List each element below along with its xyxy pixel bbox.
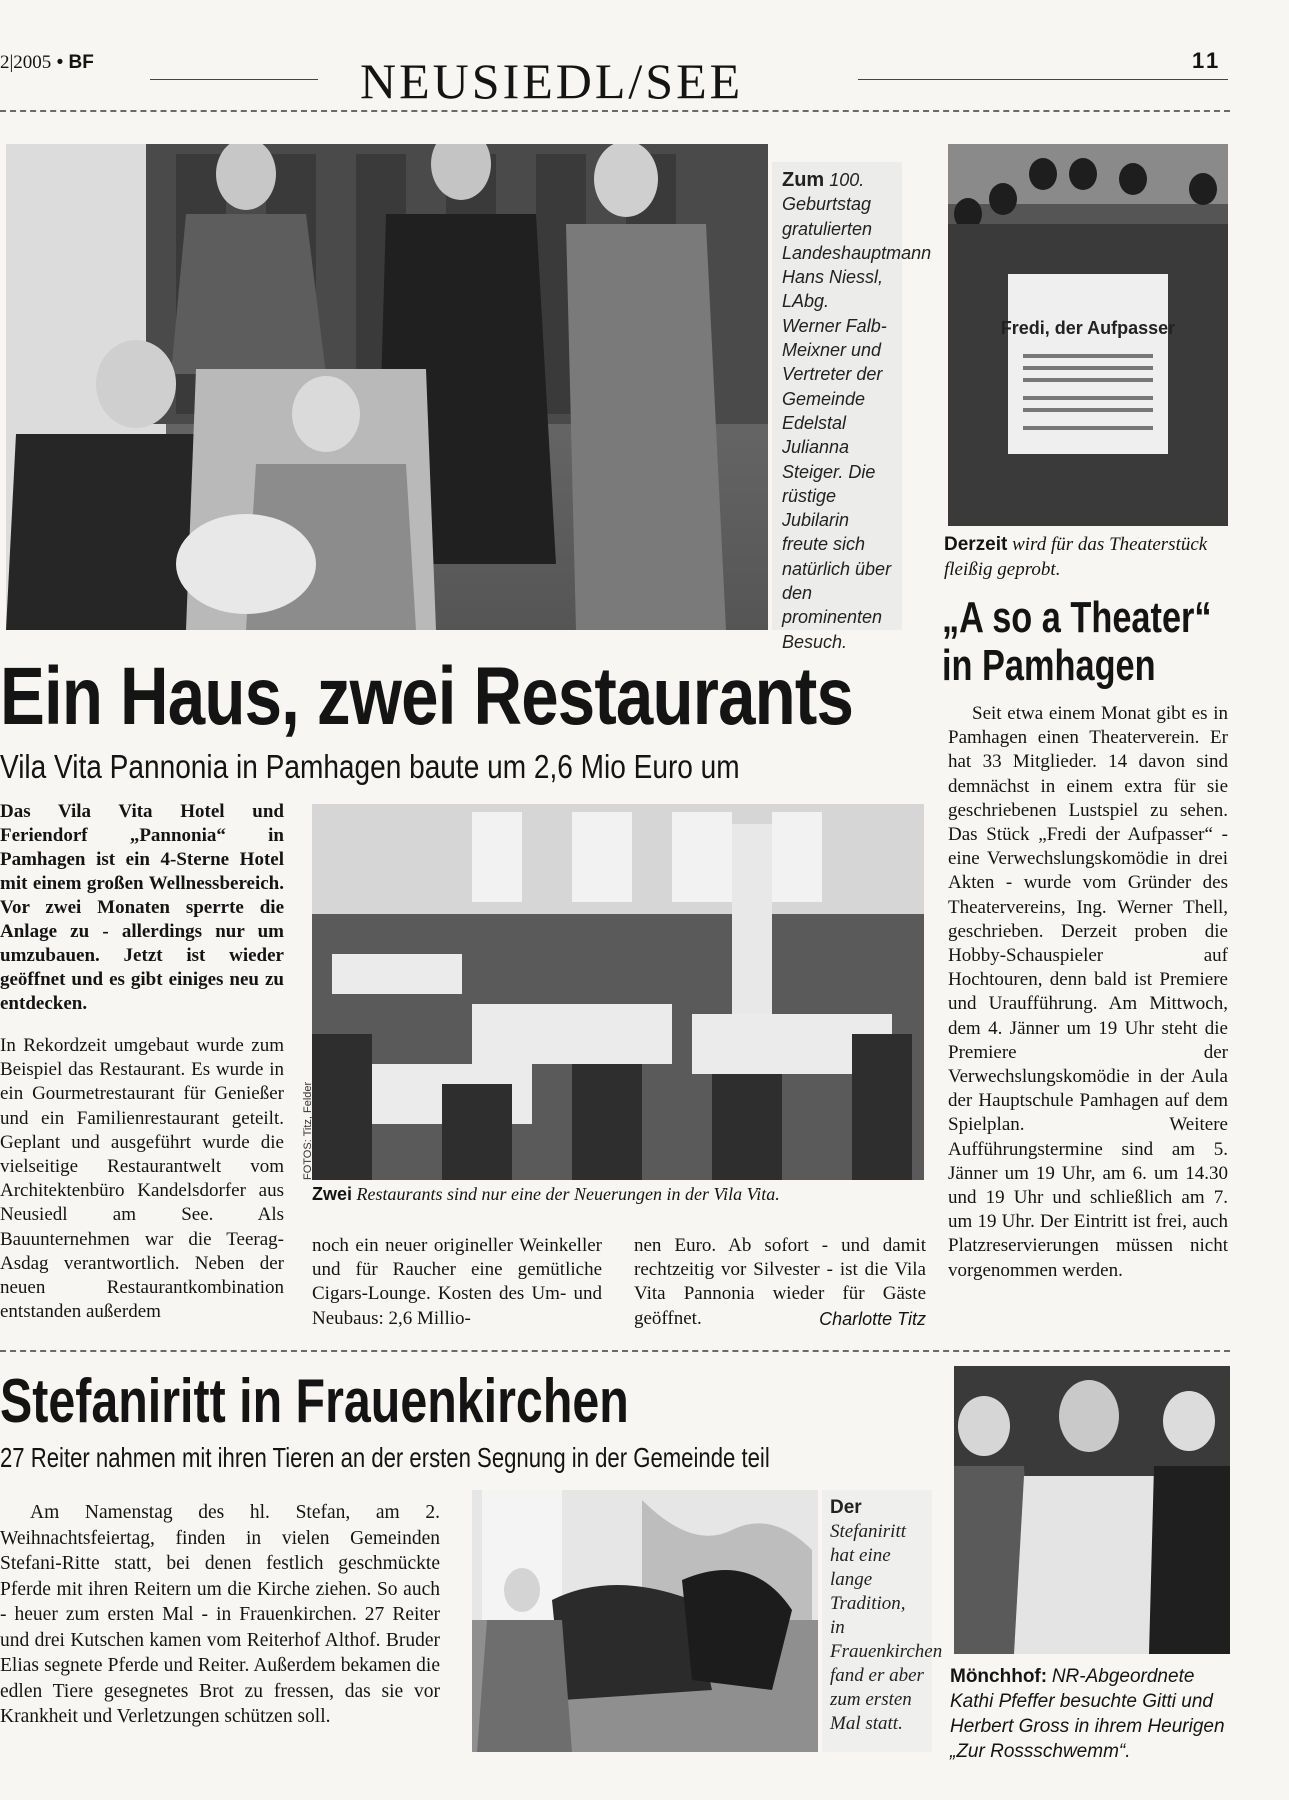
stefani-caption-text: Stefaniritt hat eine lange Tradition, in Frauenkirchen fand er aber zum ersten Mal statt. — [830, 1521, 943, 1734]
section-divider — [0, 1350, 1230, 1352]
restaurant-caption — [312, 1184, 932, 1205]
main-headline: Ein Haus, zwei Restaurants — [0, 651, 854, 742]
theater-headline-line1: „A so a Theater“ — [942, 593, 1212, 642]
restaurant-photo — [312, 804, 924, 1180]
publication-name: BF — [68, 52, 94, 73]
birthday-caption-lead: Zum — [782, 169, 825, 191]
moenchhof-caption-text: NR-Abgeordnete Kathi Pfeffer besuchte Gitti und Herbert Gross in ihrem Heurigen „Zur Rossschwemm“. — [950, 1666, 1225, 1762]
birthday-photo — [6, 144, 768, 630]
theater-photo-caption — [944, 532, 1234, 582]
header-rule-left — [150, 79, 318, 80]
separator-dot: • — [56, 52, 69, 73]
restaurant-caption-lead: Zwei — [312, 1184, 353, 1204]
theater-caption-lead: Derzeit — [944, 534, 1008, 555]
section-title: NEUSIEDL/SEE — [360, 53, 744, 109]
birthday-photo-illustration — [6, 144, 768, 630]
stefani-body: Am Namenstag des hl. Stefan, am 2. Weihnachtsfeiertag, finden in vielen Gemeinden Stefani-Ritte statt, bei denen festlich geschmückte Pferde mit ihren Reitern um die Kirche ziehen. So auch - heuer zum ersten Mal - in Frauenkirchen. 27 Reiter und drei Kutschen kamen vom Reiterhof Althof. Bruder Elias segnete Pferde und Reiter. Außerdem bekamen die edlen Tiere gesegnetes Brot zu fressen, das sie vor Krankheit und Verletzungen schützen soll. — [0, 1502, 440, 1727]
stefani-photo-illustration — [472, 1490, 818, 1752]
main-author: Charlotte Titz — [819, 1308, 926, 1329]
birthday-caption-text: 100. Geburtstag gratulierten Landeshauptmann Hans Niessl, LAbg. Werner Falb-Meixner und Vertreter der Gemeinde Edelstal Julianna Steiger. Die rüstige Jubilarin freute sich natürlich über den prominenten Besuch. — [782, 170, 932, 652]
poster-title: Fredi, der Aufpasser — [1000, 318, 1176, 338]
theater-caption-text: wird für das Theaterstück fleißig geprobt. — [944, 534, 1208, 580]
header-rule-right — [858, 79, 1228, 80]
stefani-photo — [472, 1490, 818, 1752]
restaurant-photo-illustration — [312, 804, 924, 1180]
stefani-caption-box — [822, 1490, 943, 1752]
theater-photo-illustration — [948, 144, 1228, 526]
moenchhof-photo — [954, 1366, 1230, 1654]
theater-headline-line2: in Pamhagen — [942, 641, 1156, 690]
stefani-headline: Stefaniritt in Frauenkirchen — [0, 1367, 629, 1436]
theater-photo — [948, 144, 1228, 526]
header-divider — [0, 110, 1230, 112]
page-number: 11 — [1192, 48, 1222, 73]
stefani-caption-lead: Der — [830, 1497, 862, 1518]
issue-line — [0, 52, 94, 74]
main-body-col1: In Rekordzeit umgebaut wurde zum Beispiel das Restaurant. Es wurde in ein Gourmetrestaurant für Genießer und ein Familienrestaurant geteilt. Geplant und ausgeführt wurde die vielseitige Restaurantwelt vom Architektenbüro Kandelsdorfer aus Neusiedl am See. Als Bauunternehmen war die Teerag-Asdag verantwortlich. Neben der neuen Restaurantkombination entstanden außerdem — [0, 1035, 284, 1323]
restaurant-caption-text: Restaurants sind nur eine der Neuerungen in der Vila Vita. — [356, 1184, 780, 1204]
main-body-col3-wrapper — [634, 1234, 926, 1331]
main-lead-column — [0, 800, 284, 1324]
theater-body: Seit etwa einem Monat gibt es in Pamhagen einen Theaterverein. Er hat 33 Mitglieder. 14 davon sind demnächst in einem extra für sie geschriebenen Lustspiel zu sehen. Das Stück „Fredi der Aufpasser“ - eine Verwechslungskomödie in drei Akten - wurde vom Gründer des Theatervereins, Ing. Werner Thell, geschrieben. Derzeit proben die Hobby-Schauspieler auf Hochtouren, denn bald ist Premiere und Uraufführung. Am Mittwoch, dem 4. Jänner um 19 Uhr steht die Premiere der Verwechslungskomödie in der Aula der Hauptschule Pamhagen auf dem Spielplan. Weitere Aufführungstermine sind am 5. Jänner um 19 Uhr, am 6. um 14.30 und 19 Uhr und schließlich am 7. um 19 Uhr. Der Eintritt ist frei, auch Platzreservierungen müssen nicht vorgenommen werden. — [948, 703, 1228, 1281]
stefani-subheadline: 27 Reiter nahmen mit ihren Tieren an der ersten Segnung in der Gemeinde teil — [0, 1442, 770, 1473]
main-body-col3: nen Euro. Ab sofort - und damit rechtzeitig vor Silvester - ist die Vila Vita Pannonia wieder für Gäste geöffnet. — [634, 1235, 926, 1329]
main-subheadline: Vila Vita Pannonia in Pamhagen baute um 2,6 Mio Euro um — [0, 748, 740, 785]
main-body-col2: noch ein neuer origineller Weinkeller und für Raucher eine gemütliche Cigars-Lounge. Kosten des Um- und Neubaus: 2,6 Millio- — [312, 1235, 602, 1329]
moenchhof-caption-lead: Mönchhof: — [950, 1666, 1048, 1687]
main-lead: Das Vila Vita Hotel und Feriendorf „Pannonia“ in Pamhagen ist ein 4-Sterne Hotel mit einem großen Wellnessbereich. Vor zwei Monaten sperrte die Anlage zu - allerdings nur um umzubauen. Jetzt ist wieder geöffnet und es gibt einiges neu zu entdecken. — [0, 801, 284, 1014]
birthday-caption-box — [772, 162, 932, 652]
theater-headline — [942, 594, 1212, 690]
moenchhof-photo-illustration — [954, 1366, 1230, 1654]
issue-number: 2|2005 — [0, 52, 52, 73]
moenchhof-caption — [950, 1664, 1230, 1764]
restaurant-photo-credit: FOTOS: Titz, Felder — [302, 1081, 314, 1180]
